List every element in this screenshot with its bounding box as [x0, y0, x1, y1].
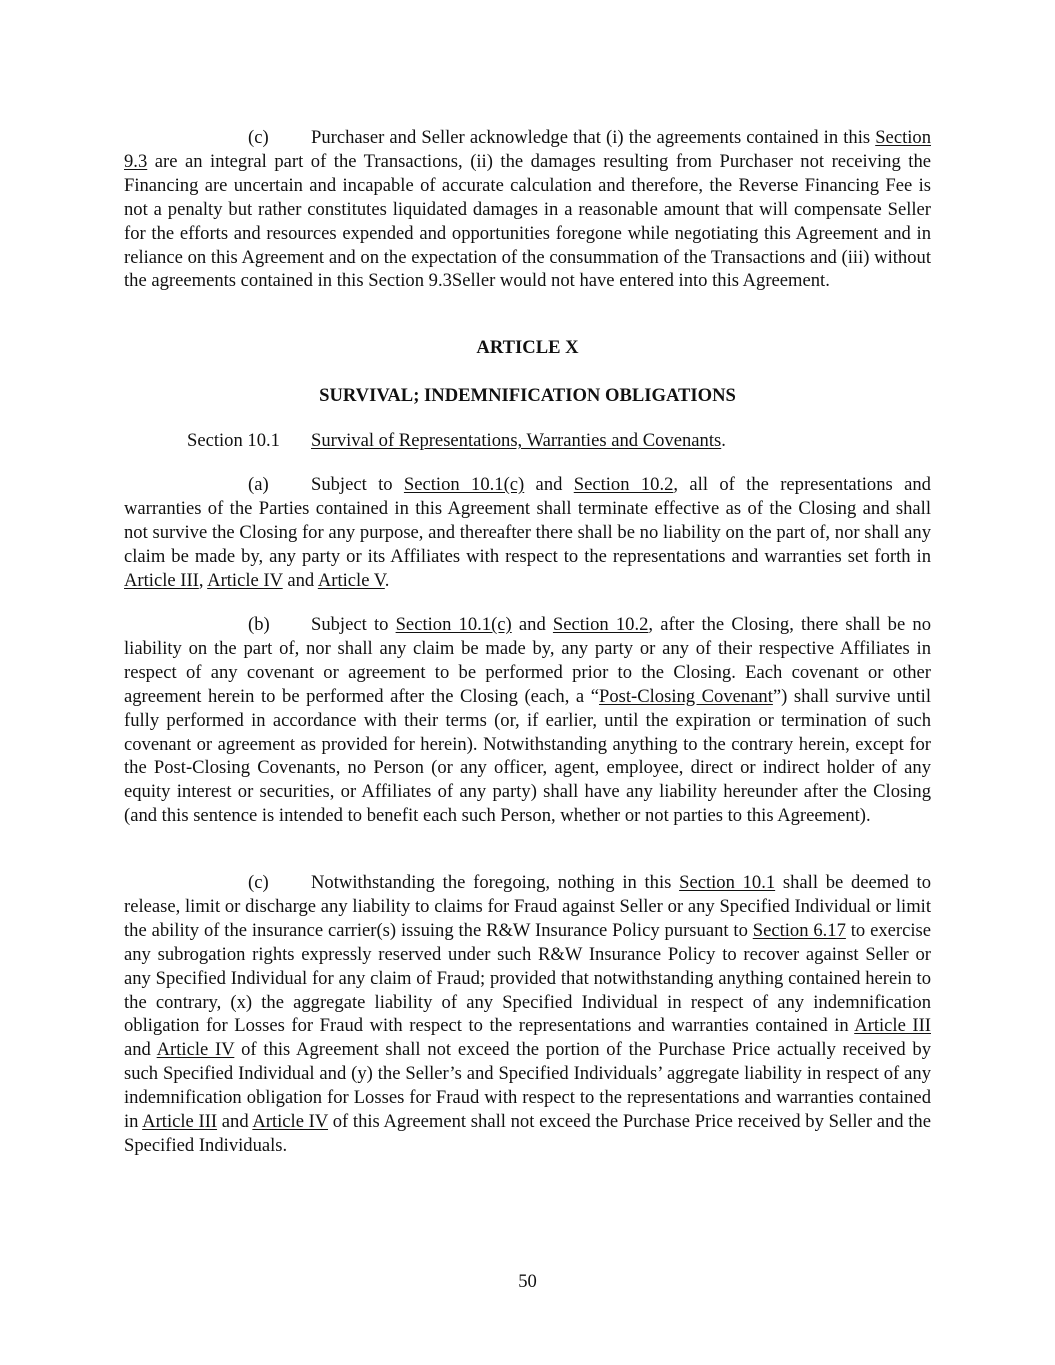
cross-reference-section-6-17[interactable]: Section 6.17: [752, 919, 846, 941]
cross-reference-section-9-3[interactable]: Section 9.3: [124, 127, 931, 172]
cross-reference-section-10-1[interactable]: Section 10.1: [679, 872, 776, 893]
cross-reference-article-iv[interactable]: Article IV: [156, 1039, 235, 1061]
cross-reference-article-v[interactable]: Article V: [317, 569, 385, 591]
article-title: ARTICLE X: [476, 337, 579, 358]
paragraph-number: (b): [248, 614, 270, 635]
page-number: 50: [518, 1271, 537, 1292]
paragraph-9-3-c: (c) Purchaser and Seller acknowledge that (i) the agreements contained in this Section 9.3 are an integral part of the Transactions, (ii) the damages resulting from Purchaser not receiving the Financing are uncertain and incapable of accurate calculation and therefore, the Reverse Financing Fee is not a penalty but rather constitutes liquidated damages in a reasonable amount that will compensate Seller for the efforts and resources expended and opportunities foregone while negotiating this Agreement and in reliance on this Agreement and on the expectation of the consummation of the Transactions and (iii) without the agreements contained in this Section 9.3Seller would not have entered into this Agreement.: [124, 127, 931, 292]
paragraph-10-1-c: (c) Notwithstanding the foregoing, nothing in this Section 10.1 shall be deemed to release, limit or discharge any liability to claims for Fraud against Seller or any Specified Individual or limit the ability of the insurance carrier(s) issuing the R&W Insurance Policy pursuant to Section 6.17 to exercise any subrogation rights expressly reserved under such R&W Insurance Policy to recover against Seller or any Specified Individual for any claim of Fraud; provided that notwithstanding anything contained herein to the contrary, (x) the aggregate liability of any Specified Individual in respect of any indemnification obligation for Losses for Fraud with respect to the representations and warranties contained in Article III and Article IV of this Agreement shall not exceed the portion of the Purchase Price actually received by such Specified Individual and (y) the Seller’s and Specified Individuals’ aggregate liability in respect of any indemnification obligation for Losses for Fraud with respect to the representations and warranties contained in Article III and Article IV of this Agreement shall not exceed the Purchase Price received by Seller and the Specified Individuals.: [124, 872, 932, 1156]
cross-reference-article-iii[interactable]: Article III: [854, 1015, 931, 1037]
cross-reference-article-iii[interactable]: Article III: [124, 569, 199, 591]
section-number: Section 10.1: [187, 430, 280, 451]
defined-term-post-closing-covenant: Post-Closing Covenant: [598, 685, 773, 707]
article-subtitle: SURVIVAL; INDEMNIFICATION OBLIGATIONS: [319, 385, 736, 406]
cross-reference-section-10-2[interactable]: Section 10.2: [552, 614, 649, 635]
cross-reference-article-iv[interactable]: Article IV: [252, 1111, 328, 1133]
section-title: Survival of Representations, Warranties and Covenants: [311, 430, 722, 451]
paragraph-number: (c): [248, 127, 269, 148]
section-10-1-heading: Section 10.1 Survival of Representations, Warranties and Covenants.: [187, 430, 726, 451]
paragraph-10-1-b: (b) Subject to Section 10.1(c) and Section 10.2, after the Closing, there shall be no liability on the part of, nor shall any claim be made by, any party or any of their respective Affiliates in respect of any covenant or agreement to be performed prior to the Closing. Each covenant or other agreement herein to be performed after the Closing (each, a “Post-Closing Covenant”) shall survive until fully performed in accordance with their terms (or, if earlier, until the expiration or termination of such covenant or agreement as provided for herein). Notwithstanding anything to the contrary herein, except for the Post-Closing Covenants, no Person (or any officer, agent, employee, direct or indirect holder of any equity interest or securities, or Affiliates of any party) shall have any liability hereunder after the Closing (and this sentence is intended to benefit each such Person, whether or not parties to this Agreement).: [124, 614, 931, 827]
cross-reference-section-10-1-c[interactable]: Section 10.1(c): [395, 614, 512, 635]
cross-reference-article-iv[interactable]: Article IV: [207, 569, 283, 591]
cross-reference-section-10-1-c[interactable]: Section 10.1(c): [403, 474, 525, 495]
cross-reference-section-10-2[interactable]: Section 10.2: [573, 474, 674, 495]
cross-reference-article-iii[interactable]: Article III: [142, 1111, 218, 1133]
paragraph-10-1-a: (a) Subject to Section 10.1(c) and Section 10.2, all of the representations and warranties of the Parties contained in this Agreement shall terminate effective as of the Closing and shall not survive the Closing for any purpose, and thereafter there shall be no liability on the part of, nor shall any claim be made by, any party or its Affiliates with respect to the representations and warranties set forth in Article III, Article IV and Article V.: [124, 474, 931, 591]
paragraph-number: (a): [248, 474, 269, 495]
paragraph-number: (c): [248, 872, 269, 893]
